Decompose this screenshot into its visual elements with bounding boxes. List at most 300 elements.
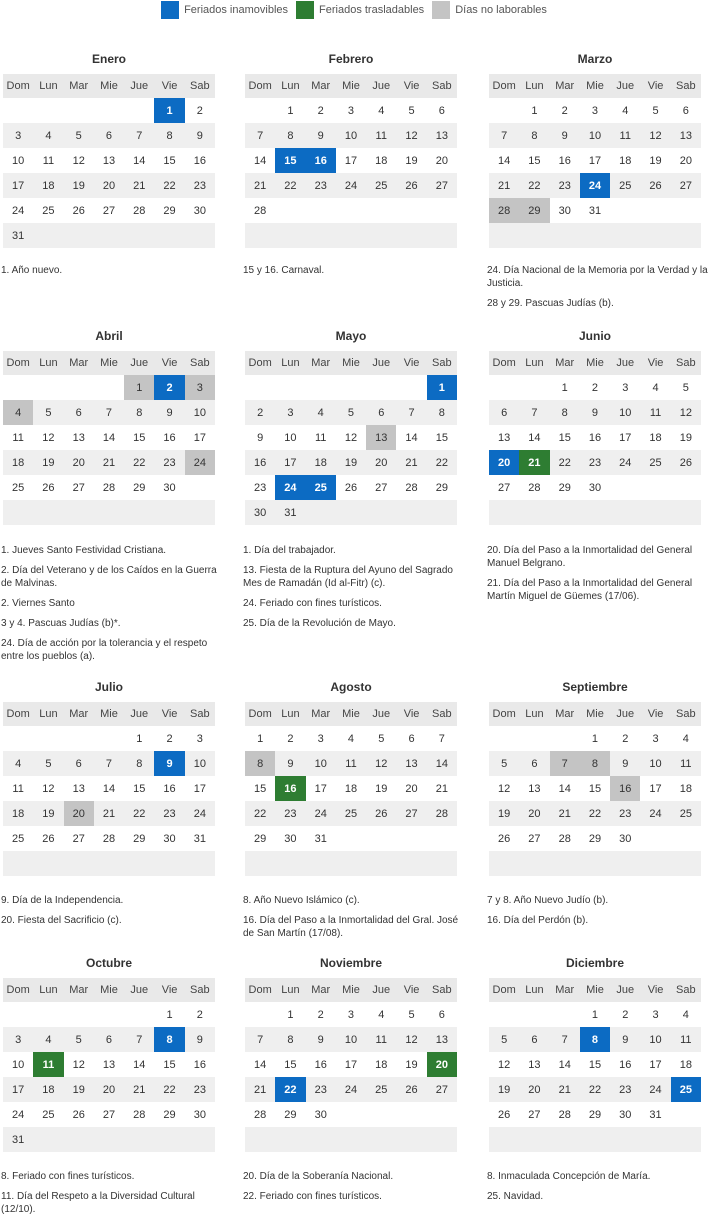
day-cell-13[interactable]: 13 [528,782,541,795]
day-cell-26[interactable]: 26 [498,832,511,845]
day-cell-3[interactable]: 3 [275,400,305,425]
day-cell-26[interactable]: 26 [72,1108,85,1121]
day-cell-28[interactable]: 28 [254,204,267,217]
day-cell-11[interactable]: 11 [640,400,670,425]
day-cell-13[interactable]: 13 [427,1027,457,1052]
day-cell-22[interactable]: 22 [427,450,457,475]
day-cell-21[interactable]: 21 [94,450,124,475]
day-cell-2[interactable]: 2 [196,104,203,117]
day-cell-28[interactable]: 28 [254,1108,267,1121]
day-cell-9[interactable]: 9 [185,123,215,148]
day-cell-6[interactable]: 6 [438,1008,445,1021]
day-cell-30[interactable]: 30 [558,204,571,217]
day-cell-8[interactable]: 8 [580,751,610,776]
day-cell-22[interactable]: 22 [275,1077,305,1102]
day-cell-4[interactable]: 4 [378,1008,385,1021]
day-cell-6[interactable]: 6 [64,751,94,776]
day-cell-15[interactable]: 15 [133,782,146,795]
day-cell-22[interactable]: 22 [275,173,305,198]
day-cell-15[interactable]: 15 [284,1058,297,1071]
day-cell-25[interactable]: 25 [42,1108,55,1121]
day-cell-2[interactable]: 2 [591,381,599,394]
day-cell-13[interactable]: 13 [72,782,85,795]
day-cell-4[interactable]: 4 [3,400,33,425]
day-cell-23[interactable]: 23 [610,801,640,826]
day-cell-17[interactable]: 17 [193,431,206,444]
day-cell-29[interactable]: 29 [435,481,448,494]
day-cell-12[interactable]: 12 [498,782,511,795]
day-cell-24[interactable]: 24 [12,1108,25,1121]
day-cell-22[interactable]: 22 [245,801,275,826]
day-cell-15[interactable]: 15 [528,154,541,167]
day-cell-27[interactable]: 27 [427,173,457,198]
day-cell-25[interactable]: 25 [610,173,640,198]
day-cell-17[interactable]: 17 [3,1077,33,1102]
day-cell-28[interactable]: 28 [558,832,571,845]
day-cell-28[interactable]: 28 [558,1108,571,1121]
day-cell-1[interactable]: 1 [591,1008,599,1021]
day-cell-8[interactable]: 8 [154,1027,184,1052]
day-cell-3[interactable]: 3 [347,1008,355,1021]
day-cell-8[interactable]: 8 [275,1027,305,1052]
day-cell-9[interactable]: 9 [275,751,305,776]
day-cell-26[interactable]: 26 [42,481,55,494]
day-cell-15[interactable]: 15 [275,148,305,173]
day-cell-1[interactable]: 1 [154,98,184,123]
day-cell-30[interactable]: 30 [163,481,176,494]
day-cell-20[interactable]: 20 [435,154,448,167]
day-cell-25[interactable]: 25 [366,1077,396,1102]
day-cell-7[interactable]: 7 [550,1027,580,1052]
day-cell-29[interactable]: 29 [558,481,571,494]
day-cell-30[interactable]: 30 [193,204,206,217]
day-cell-16[interactable]: 16 [245,450,275,475]
day-cell-4[interactable]: 4 [33,123,63,148]
day-cell-29[interactable]: 29 [133,832,146,845]
day-cell-17[interactable]: 17 [649,782,662,795]
day-cell-23[interactable]: 23 [306,173,336,198]
day-cell-28[interactable]: 28 [102,481,116,494]
day-cell-7[interactable]: 7 [438,732,445,745]
day-cell-3[interactable]: 3 [622,381,629,394]
day-cell-16[interactable]: 16 [275,776,305,801]
day-cell-3[interactable]: 3 [185,375,215,400]
day-cell-14[interactable]: 14 [254,1058,267,1071]
day-cell-21[interactable]: 21 [124,173,154,198]
day-cell-16[interactable]: 16 [193,1058,206,1071]
day-cell-24[interactable]: 24 [12,204,25,217]
day-cell-13[interactable]: 13 [427,123,457,148]
day-cell-28[interactable]: 28 [133,204,146,217]
day-cell-19[interactable]: 19 [375,782,388,795]
day-cell-26[interactable]: 26 [396,173,426,198]
day-cell-23[interactable]: 23 [185,1077,215,1102]
day-cell-24[interactable]: 24 [306,801,336,826]
day-cell-14[interactable]: 14 [133,1058,146,1071]
day-cell-2[interactable]: 2 [317,104,324,117]
day-cell-26[interactable]: 26 [42,832,55,845]
day-cell-27[interactable]: 27 [375,481,388,494]
day-cell-30[interactable]: 30 [193,1108,206,1121]
day-cell-5[interactable]: 5 [408,1008,415,1021]
day-cell-26[interactable]: 26 [366,801,396,826]
day-cell-31[interactable]: 31 [193,832,206,845]
day-cell-14[interactable]: 14 [405,431,418,444]
day-cell-16[interactable]: 16 [306,148,336,173]
day-cell-15[interactable]: 15 [558,431,571,444]
day-cell-29[interactable]: 29 [519,198,549,223]
day-cell-14[interactable]: 14 [254,154,267,167]
day-cell-12[interactable]: 12 [498,1058,511,1071]
day-cell-20[interactable]: 20 [519,801,549,826]
day-cell-10[interactable]: 10 [610,400,640,425]
day-cell-22[interactable]: 22 [519,173,549,198]
day-cell-15[interactable]: 15 [435,431,448,444]
day-cell-20[interactable]: 20 [94,173,124,198]
day-cell-18[interactable]: 18 [375,1058,388,1071]
day-cell-24[interactable]: 24 [185,801,215,826]
day-cell-13[interactable]: 13 [671,123,701,148]
day-cell-17[interactable]: 17 [649,1058,662,1071]
day-cell-8[interactable]: 8 [580,1027,610,1052]
day-cell-23[interactable]: 23 [275,801,305,826]
day-cell-21[interactable]: 21 [550,801,580,826]
day-cell-20[interactable]: 20 [366,450,396,475]
day-cell-9[interactable]: 9 [306,123,336,148]
day-cell-19[interactable]: 19 [64,173,94,198]
day-cell-20[interactable]: 20 [427,1052,457,1077]
day-cell-5[interactable]: 5 [336,400,366,425]
day-cell-12[interactable]: 12 [42,431,55,444]
day-cell-13[interactable]: 13 [72,431,85,444]
day-cell-14[interactable]: 14 [558,1058,571,1071]
day-cell-7[interactable]: 7 [245,123,275,148]
day-cell-6[interactable]: 6 [408,732,415,745]
day-cell-3[interactable]: 3 [3,123,33,148]
day-cell-3[interactable]: 3 [317,732,324,745]
day-cell-5[interactable]: 5 [652,104,659,117]
day-cell-14[interactable]: 14 [528,431,541,444]
day-cell-30[interactable]: 30 [619,832,632,845]
day-cell-26[interactable]: 26 [671,450,701,475]
day-cell-29[interactable]: 29 [133,481,146,494]
day-cell-2[interactable]: 2 [622,1008,629,1021]
day-cell-30[interactable]: 30 [619,1108,632,1121]
day-cell-19[interactable]: 19 [649,154,662,167]
day-cell-17[interactable]: 17 [588,154,602,167]
day-cell-27[interactable]: 27 [498,481,511,494]
day-cell-27[interactable]: 27 [427,1077,457,1102]
day-cell-5[interactable]: 5 [378,732,385,745]
day-cell-8[interactable]: 8 [154,123,184,148]
day-cell-22[interactable]: 22 [580,801,610,826]
day-cell-25[interactable]: 25 [366,173,396,198]
day-cell-31[interactable]: 31 [649,1108,662,1121]
day-cell-15[interactable]: 15 [254,782,267,795]
day-cell-26[interactable]: 26 [396,1077,426,1102]
day-cell-11[interactable]: 11 [671,1027,701,1052]
day-cell-28[interactable]: 28 [489,198,519,223]
day-cell-21[interactable]: 21 [550,1077,580,1102]
day-cell-25[interactable]: 25 [671,1077,701,1102]
day-cell-22[interactable]: 22 [154,1077,184,1102]
day-cell-3[interactable]: 3 [3,1027,33,1052]
day-cell-1[interactable]: 1 [531,104,538,117]
day-cell-10[interactable]: 10 [185,751,215,776]
day-cell-7[interactable]: 7 [124,1027,154,1052]
day-cell-7[interactable]: 7 [94,751,124,776]
day-cell-5[interactable]: 5 [33,751,63,776]
day-cell-17[interactable]: 17 [619,431,632,444]
day-cell-12[interactable]: 12 [344,431,358,444]
day-cell-21[interactable]: 21 [245,173,275,198]
day-cell-9[interactable]: 9 [550,123,580,148]
day-cell-6[interactable]: 6 [366,400,396,425]
day-cell-9[interactable]: 9 [580,400,610,425]
day-cell-6[interactable]: 6 [438,104,445,117]
day-cell-16[interactable]: 16 [193,154,206,167]
day-cell-23[interactable]: 23 [306,1077,336,1102]
day-cell-12[interactable]: 12 [42,782,55,795]
day-cell-15[interactable]: 15 [133,431,146,444]
day-cell-19[interactable]: 19 [33,801,63,826]
day-cell-15[interactable]: 15 [588,1058,602,1071]
day-cell-2[interactable]: 2 [154,375,184,400]
day-cell-17[interactable]: 17 [275,450,305,475]
day-cell-11[interactable]: 11 [12,431,24,444]
day-cell-13[interactable]: 13 [528,1058,541,1071]
day-cell-6[interactable]: 6 [682,104,689,117]
day-cell-11[interactable]: 11 [671,751,701,776]
day-cell-14[interactable]: 14 [102,431,116,444]
day-cell-25[interactable]: 25 [336,801,366,826]
day-cell-12[interactable]: 12 [640,123,670,148]
day-cell-29[interactable]: 29 [284,1108,297,1121]
day-cell-13[interactable]: 13 [102,1058,116,1071]
day-cell-8[interactable]: 8 [550,400,580,425]
day-cell-4[interactable]: 4 [347,732,355,745]
day-cell-15[interactable]: 15 [163,1058,176,1071]
day-cell-9[interactable]: 9 [257,431,264,444]
day-cell-23[interactable]: 23 [580,450,610,475]
day-cell-18[interactable]: 18 [3,801,33,826]
day-cell-28[interactable]: 28 [528,481,541,494]
day-cell-16[interactable]: 16 [588,431,602,444]
day-cell-21[interactable]: 21 [519,450,549,475]
day-cell-20[interactable]: 20 [64,801,94,826]
day-cell-1[interactable]: 1 [591,732,599,745]
day-cell-11[interactable]: 11 [610,123,640,148]
day-cell-29[interactable]: 29 [588,1108,602,1121]
day-cell-27[interactable]: 27 [528,1108,541,1121]
day-cell-17[interactable]: 17 [193,782,206,795]
day-cell-14[interactable]: 14 [102,782,116,795]
day-cell-27[interactable]: 27 [396,801,426,826]
day-cell-22[interactable]: 22 [124,801,154,826]
day-cell-10[interactable]: 10 [580,123,610,148]
day-cell-31[interactable]: 31 [588,204,602,217]
day-cell-19[interactable]: 19 [405,154,418,167]
day-cell-5[interactable]: 5 [682,381,689,394]
day-cell-8[interactable]: 8 [124,400,154,425]
day-cell-28[interactable]: 28 [102,832,116,845]
day-cell-13[interactable]: 13 [396,751,426,776]
day-cell-16[interactable]: 16 [314,1058,327,1071]
day-cell-24[interactable]: 24 [640,801,670,826]
day-cell-1[interactable]: 1 [561,381,568,394]
day-cell-30[interactable]: 30 [314,1108,327,1121]
day-cell-9[interactable]: 9 [154,751,184,776]
day-cell-6[interactable]: 6 [94,123,124,148]
day-cell-7[interactable]: 7 [124,123,154,148]
day-cell-24[interactable]: 24 [640,1077,670,1102]
day-cell-18[interactable]: 18 [679,1058,692,1071]
day-cell-29[interactable]: 29 [588,832,602,845]
day-cell-10[interactable]: 10 [284,431,297,444]
day-cell-24[interactable]: 24 [580,173,610,198]
day-cell-11[interactable]: 11 [336,751,366,776]
day-cell-17[interactable]: 17 [344,1058,358,1071]
day-cell-5[interactable]: 5 [64,1027,94,1052]
day-cell-14[interactable]: 14 [427,751,457,776]
day-cell-20[interactable]: 20 [64,450,94,475]
day-cell-4[interactable]: 4 [652,381,659,394]
day-cell-31[interactable]: 31 [3,223,33,248]
day-cell-2[interactable]: 2 [196,1008,203,1021]
day-cell-1[interactable]: 1 [124,375,154,400]
day-cell-4[interactable]: 4 [33,1027,63,1052]
day-cell-22[interactable]: 22 [124,450,154,475]
day-cell-27[interactable]: 27 [72,832,85,845]
day-cell-8[interactable]: 8 [245,751,275,776]
day-cell-11[interactable]: 11 [42,154,55,167]
day-cell-23[interactable]: 23 [254,481,267,494]
day-cell-19[interactable]: 19 [336,450,366,475]
day-cell-1[interactable]: 1 [136,732,143,745]
day-cell-28[interactable]: 28 [133,1108,146,1121]
day-cell-27[interactable]: 27 [528,832,541,845]
day-cell-26[interactable]: 26 [344,481,358,494]
day-cell-4[interactable]: 4 [682,732,689,745]
day-cell-23[interactable]: 23 [610,1077,640,1102]
day-cell-21[interactable]: 21 [124,1077,154,1102]
day-cell-27[interactable]: 27 [671,173,701,198]
day-cell-4[interactable]: 4 [378,104,385,117]
day-cell-6[interactable]: 6 [519,751,549,776]
day-cell-31[interactable]: 31 [275,500,305,525]
day-cell-21[interactable]: 21 [489,173,519,198]
day-cell-10[interactable]: 10 [306,751,336,776]
day-cell-9[interactable]: 9 [185,1027,215,1052]
day-cell-16[interactable]: 16 [163,782,176,795]
day-cell-20[interactable]: 20 [94,1077,124,1102]
day-cell-15[interactable]: 15 [163,154,176,167]
day-cell-8[interactable]: 8 [519,123,549,148]
day-cell-30[interactable]: 30 [163,832,176,845]
day-cell-29[interactable]: 29 [163,1108,176,1121]
day-cell-18[interactable]: 18 [679,782,692,795]
day-cell-19[interactable]: 19 [64,1077,94,1102]
day-cell-3[interactable]: 3 [652,732,659,745]
day-cell-30[interactable]: 30 [588,481,602,494]
day-cell-7[interactable]: 7 [94,400,124,425]
day-cell-28[interactable]: 28 [427,801,457,826]
day-cell-24[interactable]: 24 [336,173,366,198]
day-cell-19[interactable]: 19 [405,1058,418,1071]
day-cell-12[interactable]: 12 [671,400,701,425]
day-cell-1[interactable]: 1 [257,732,264,745]
day-cell-30[interactable]: 30 [245,500,275,525]
day-cell-7[interactable]: 7 [489,123,519,148]
day-cell-14[interactable]: 14 [558,782,571,795]
day-cell-11[interactable]: 11 [366,1027,396,1052]
day-cell-19[interactable]: 19 [489,1077,519,1102]
day-cell-18[interactable]: 18 [375,154,388,167]
day-cell-31[interactable]: 31 [3,1127,33,1152]
day-cell-18[interactable]: 18 [33,1077,63,1102]
day-cell-6[interactable]: 6 [94,1027,124,1052]
day-cell-16[interactable]: 16 [619,1058,632,1071]
day-cell-8[interactable]: 8 [275,123,305,148]
day-cell-4[interactable]: 4 [3,751,33,776]
day-cell-30[interactable]: 30 [284,832,297,845]
day-cell-24[interactable]: 24 [185,450,215,475]
day-cell-20[interactable]: 20 [679,154,692,167]
day-cell-7[interactable]: 7 [519,400,549,425]
day-cell-10[interactable]: 10 [185,400,215,425]
day-cell-4[interactable]: 4 [682,1008,689,1021]
day-cell-9[interactable]: 9 [154,400,184,425]
day-cell-22[interactable]: 22 [580,1077,610,1102]
day-cell-11[interactable]: 11 [314,431,327,444]
day-cell-10[interactable]: 10 [12,154,25,167]
day-cell-8[interactable]: 8 [124,751,154,776]
day-cell-29[interactable]: 29 [254,832,267,845]
day-cell-3[interactable]: 3 [347,104,355,117]
day-cell-18[interactable]: 18 [306,450,336,475]
day-cell-6[interactable]: 6 [489,400,519,425]
day-cell-25[interactable]: 25 [12,832,25,845]
day-cell-4[interactable]: 4 [306,400,336,425]
day-cell-11[interactable]: 11 [33,1052,63,1077]
day-cell-2[interactable]: 2 [317,1008,324,1021]
day-cell-11[interactable]: 11 [12,782,24,795]
day-cell-4[interactable]: 4 [622,104,629,117]
day-cell-5[interactable]: 5 [489,1027,519,1052]
day-cell-1[interactable]: 1 [166,1008,173,1021]
day-cell-18[interactable]: 18 [619,154,632,167]
day-cell-26[interactable]: 26 [498,1108,511,1121]
day-cell-9[interactable]: 9 [306,1027,336,1052]
day-cell-18[interactable]: 18 [344,782,358,795]
day-cell-14[interactable]: 14 [498,154,511,167]
day-cell-7[interactable]: 7 [396,400,426,425]
day-cell-23[interactable]: 23 [550,173,580,198]
day-cell-18[interactable]: 18 [3,450,33,475]
day-cell-2[interactable]: 2 [561,104,568,117]
day-cell-1[interactable]: 1 [427,375,457,400]
day-cell-20[interactable]: 20 [519,1077,549,1102]
day-cell-8[interactable]: 8 [427,400,457,425]
day-cell-5[interactable]: 5 [408,104,415,117]
day-cell-2[interactable]: 2 [622,732,629,745]
day-cell-18[interactable]: 18 [33,173,63,198]
day-cell-25[interactable]: 25 [306,475,336,500]
day-cell-19[interactable]: 19 [679,431,692,444]
day-cell-21[interactable]: 21 [435,782,448,795]
day-cell-23[interactable]: 23 [185,173,215,198]
day-cell-10[interactable]: 10 [640,751,670,776]
